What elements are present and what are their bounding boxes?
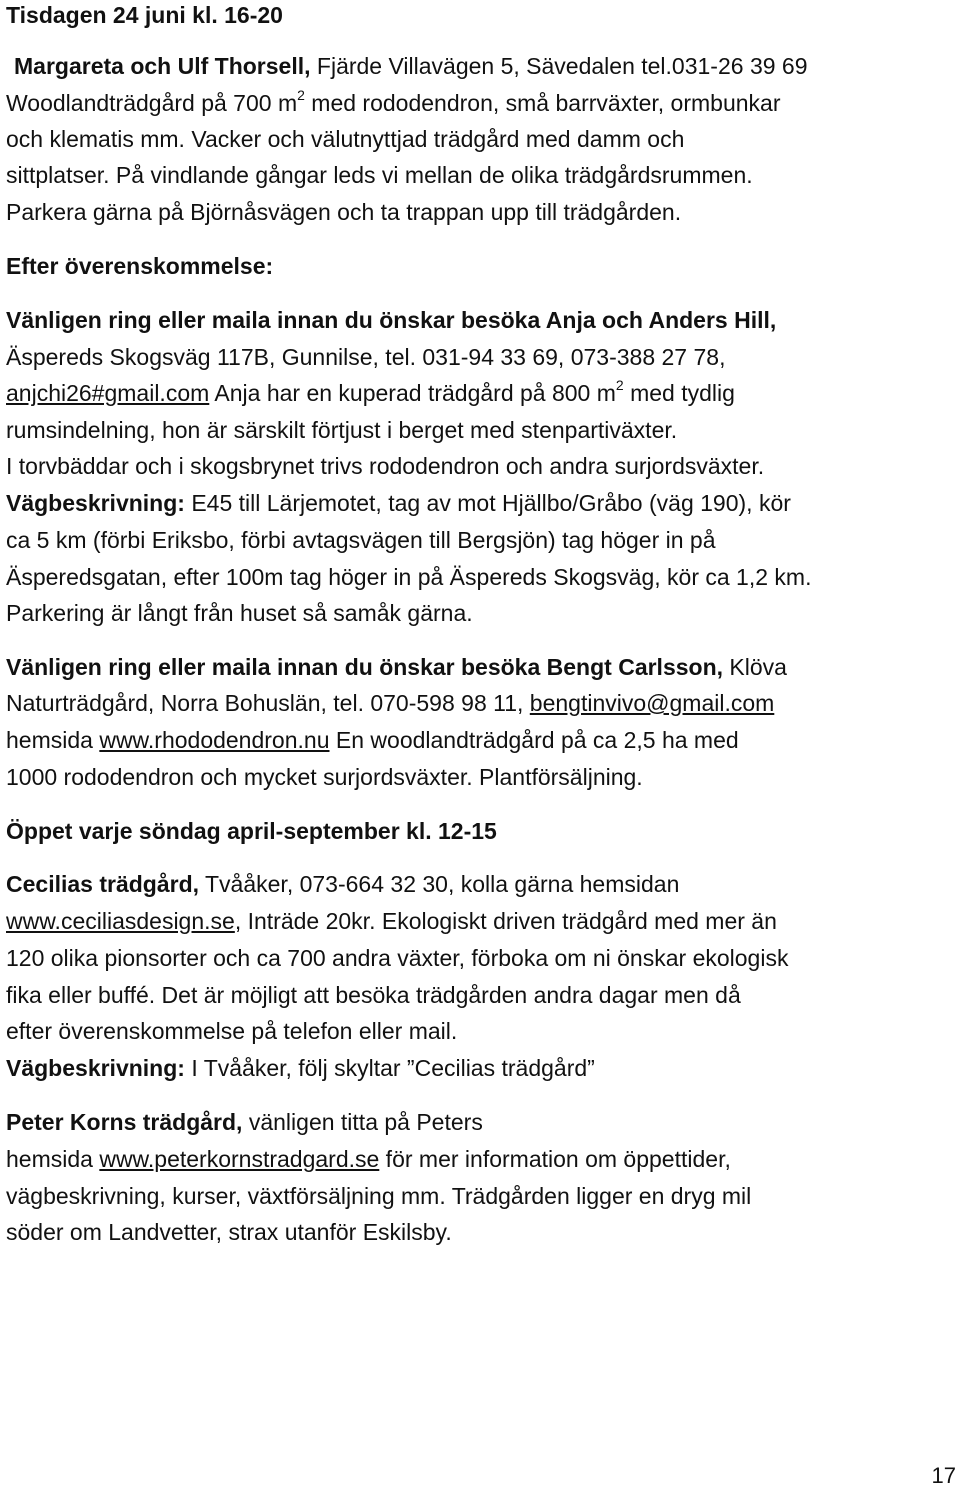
cecilia-line-5: efter överenskommelse på telefon eller mail. bbox=[6, 1018, 458, 1044]
korn-intro: vänligen titta på Peters bbox=[242, 1109, 483, 1135]
thorsell-line-1 bbox=[14, 55, 808, 78]
korn-line-4: söder om Landvetter, strax utanför Eskilsby. bbox=[6, 1219, 452, 1245]
thorsell-line-3: och klematis mm. Vacker och välutnyttjad trädgård med damm och bbox=[6, 126, 685, 152]
cecilia-website-link[interactable]: www.ceciliasdesign.se bbox=[6, 908, 235, 934]
carlsson-line-1 bbox=[6, 656, 787, 679]
thorsell-desc-post: med rododendron, små barrväxter, ormbunkar bbox=[304, 90, 781, 116]
carlsson-place: Klöva bbox=[723, 654, 787, 680]
hill-desc-pre: Anja har en kuperad trädgård på 800 m bbox=[209, 380, 616, 406]
carlsson-contact: Naturträdgård, Norra Bohuslän, tel. 070-598 98 11, bbox=[6, 690, 530, 716]
korn-line-2 bbox=[6, 1148, 731, 1171]
hill-line-1: Vänligen ring eller maila innan du önskar besöka Anja och Anders Hill, bbox=[6, 307, 777, 333]
hill-line-5: I torvbäddar och i skogsbrynet trivs rododendron och andra surjordsväxter. bbox=[6, 453, 765, 479]
page-number: 17 bbox=[931, 1463, 956, 1488]
directions-text: I Tvååker, följ skyltar ”Cecilias trädgård” bbox=[184, 1055, 595, 1081]
cecilia-line-1 bbox=[6, 873, 679, 896]
korn-desc: för mer information om öppettider, bbox=[379, 1146, 731, 1172]
hill-directions-3: Äsperedsgatan, efter 100m tag höger in på Äspereds Skogsväg, kör ca 1,2 km. bbox=[6, 564, 812, 590]
page-heading: Tisdagen 24 juni kl. 16-20 bbox=[6, 2, 283, 28]
hill-desc-post: med tydlig bbox=[623, 380, 735, 406]
cecilia-directions bbox=[6, 1057, 595, 1080]
cecilia-contact: Tvååker, 073-664 32 30, kolla gärna hemsidan bbox=[199, 871, 680, 897]
korn-line-3: vägbeskrivning, kurser, växtförsäljning mm. Trädgården ligger en dryg mil bbox=[6, 1183, 752, 1209]
carlsson-desc: En woodlandträdgård på ca 2,5 ha med bbox=[329, 727, 739, 753]
homepage-label: hemsida bbox=[6, 1146, 100, 1172]
thorsell-address: Fjärde Villavägen 5, Sävedalen tel.031-26 39 69 bbox=[310, 53, 808, 79]
cecilia-line-4: fika eller buffé. Det är möjligt att besöka trädgården andra dagar men då bbox=[6, 982, 741, 1008]
superscript: 2 bbox=[615, 377, 624, 394]
hill-directions-1 bbox=[6, 492, 791, 515]
carlsson-line-4: 1000 rododendron och mycket surjordsväxter. Plantförsäljning. bbox=[6, 764, 643, 790]
cecilia-name: Cecilias trädgård, bbox=[6, 871, 200, 897]
homepage-label: hemsida bbox=[6, 727, 100, 753]
hill-line-4: rumsindelning, hon är särskilt förtjust i berget med stenpartiväxter. bbox=[6, 417, 678, 443]
section-heading-efter: Efter överenskommelse: bbox=[6, 253, 274, 279]
cecilia-line-2 bbox=[6, 910, 777, 933]
directions-label: Vägbeskrivning: bbox=[6, 490, 185, 516]
hill-directions-4: Parkering är långt från huset så samåk gärna. bbox=[6, 600, 473, 626]
korn-website-link[interactable]: www.peterkornstradgard.se bbox=[99, 1146, 380, 1172]
cecilia-line-3: 120 olika pionsorter och ca 700 andra växter, förboka om ni önskar ekologisk bbox=[6, 945, 789, 971]
hill-directions-2: ca 5 km (förbi Eriksbo, förbi avtagsvägen till Bergsjön) tag höger in på bbox=[6, 527, 716, 553]
korn-line-1 bbox=[6, 1111, 483, 1134]
superscript: 2 bbox=[297, 87, 305, 104]
hill-email-link[interactable]: anjchi26#gmail.com bbox=[6, 380, 210, 406]
directions-text: E45 till Lärjemotet, tag av mot Hjällbo/Gråbo (väg 190), kör bbox=[184, 490, 791, 516]
section-heading-oppet: Öppet varje söndag april-september kl. 12-15 bbox=[6, 818, 497, 844]
carlsson-line-2 bbox=[6, 692, 774, 715]
thorsell-desc-pre: Woodlandträdgård på 700 m bbox=[6, 90, 298, 116]
carlsson-email-link[interactable]: bengtinvivo@gmail.com bbox=[529, 690, 775, 716]
carlsson-website-link[interactable]: www.rhododendron.nu bbox=[99, 727, 330, 753]
carlsson-line-3 bbox=[6, 729, 739, 752]
cecilia-desc: , Inträde 20kr. Ekologiskt driven trädgård med mer än bbox=[234, 908, 777, 934]
korn-name: Peter Korns trädgård, bbox=[6, 1109, 243, 1135]
thorsell-line-4: sittplatser. På vindlande gångar leds vi mellan de olika trädgårdsrummen. bbox=[6, 162, 753, 188]
thorsell-name: Margareta och Ulf Thorsell, bbox=[14, 53, 311, 79]
thorsell-line-5: Parkera gärna på Björnåsvägen och ta trappan upp till trädgården. bbox=[6, 199, 682, 225]
thorsell-line-2 bbox=[6, 87, 781, 116]
hill-line-3 bbox=[6, 377, 735, 406]
carlsson-intro: Vänligen ring eller maila innan du önskar besöka Bengt Carlsson, bbox=[6, 654, 724, 680]
hill-line-2: Äspereds Skogsväg 117B, Gunnilse, tel. 031-94 33 69, 073-388 27 78, bbox=[6, 344, 726, 370]
directions-label: Vägbeskrivning: bbox=[6, 1055, 185, 1081]
